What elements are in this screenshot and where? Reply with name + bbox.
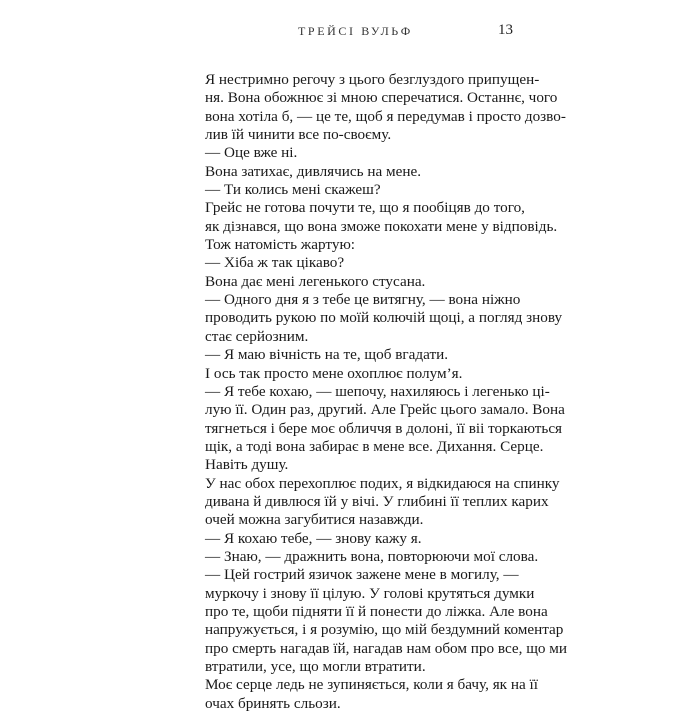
page-number: 13 [498, 22, 513, 38]
text-line: очей можна загубитися назавжди. [205, 511, 424, 529]
text-line: Грейс не готова почути те, що я пообіцяв до того, [205, 199, 525, 217]
paragraph [205, 163, 516, 181]
text-line: втратили, усе, що могли втратити. [205, 658, 426, 675]
text-line: Навіть душу. [205, 456, 289, 474]
paragraph [205, 676, 538, 713]
text-line: Тож натомість жартую: [205, 236, 356, 254]
text-line: — Я тебе кохаю, — шепочу, нахиляюсь і легенько ці- [205, 382, 550, 400]
text-line: напружується, і я розумію, що мій бездумний коментар [205, 621, 564, 639]
running-title: ТРЕЙСІ ВУЛЬФ [298, 24, 413, 38]
paragraph [205, 346, 516, 364]
paragraph [205, 144, 516, 162]
text-line: — Оце вже ні. [205, 144, 298, 162]
text-line: вона хотіла б, — це те, щоб я передумав і просто дозво- [205, 107, 566, 125]
paragraph [205, 474, 560, 530]
paragraph [205, 530, 516, 548]
text-line: Вона дає мені легенького стусана. [205, 272, 426, 290]
paragraph [205, 547, 539, 566]
paragraph [205, 382, 565, 475]
paragraph [205, 199, 558, 254]
paragraph [205, 291, 563, 346]
text-line: лив їй чинити все по-своєму. [205, 126, 392, 144]
paragraph [205, 566, 568, 676]
paragraph [205, 273, 516, 291]
text-line: — Я маю вічність на те, щоб вгадати. [205, 346, 449, 364]
paragraph [205, 71, 566, 144]
text-line: тягнеться і бере моє обличчя в долоні, її віі торкаються [205, 419, 563, 437]
text-line: — Знаю, — дражнить вона, повторюючи мої слова. [205, 547, 539, 565]
text-line: У нас обох перехоплює подих, я відкидаюся на спинку [205, 474, 560, 492]
text-line: як дізнався, що вона зможе покохати мене у відповідь. [205, 217, 558, 235]
paragraph [205, 254, 516, 272]
paragraph [205, 181, 516, 199]
text-line: муркочу і знову її цілую. У голові крутяться думки [205, 584, 535, 602]
text-line: дивана й дивлюся їй у вічі. У глибині її теплих карих [205, 492, 549, 510]
text-line: — Одного дня я з тебе це витягну, — вона ніжно [205, 291, 521, 309]
body-text [205, 71, 568, 713]
text-line: очах бринять сльози. [205, 694, 341, 712]
text-line: ня. Вона обожнює зі мною сперечатися. Останнє, чого [205, 89, 558, 107]
running-header [0, 22, 700, 44]
text-line: про те, щоби підняти її й понести до ліжка. Але вона [205, 602, 548, 620]
text-line: щік, а тоді вона забирає в мене все. Дихання. Серце. [205, 437, 544, 455]
text-line: стає серйозним. [205, 327, 309, 345]
text-line: Я нестримно регочу з цього безглуздого припущен- [205, 71, 540, 88]
text-line: про смерть нагадав їй, нагадав нам обом про все, що ми [205, 639, 568, 657]
text-line: лую її. Один раз, другий. Але Грейс цього замало. Вона [205, 401, 565, 419]
text-line: Моє серце ледь не зупиняється, коли я бачу, як на її [205, 676, 538, 694]
paragraph [205, 365, 516, 383]
text-line: І ось так просто мене охоплює полум’я. [205, 364, 463, 382]
text-line: Вона затихає, дивлячись на мене. [205, 162, 422, 180]
text-line: — Хіба ж так цікаво? [205, 254, 345, 272]
text-line: проводить рукою по моїй колючій щоці, а погляд знову [205, 309, 563, 327]
text-line: — Ти колись мені скажеш? [205, 181, 381, 199]
text-line: — Я кохаю тебе, — знову кажу я. [205, 529, 422, 547]
text-line: — Цей гострий язичок зажене мене в могилу, — [205, 566, 519, 584]
